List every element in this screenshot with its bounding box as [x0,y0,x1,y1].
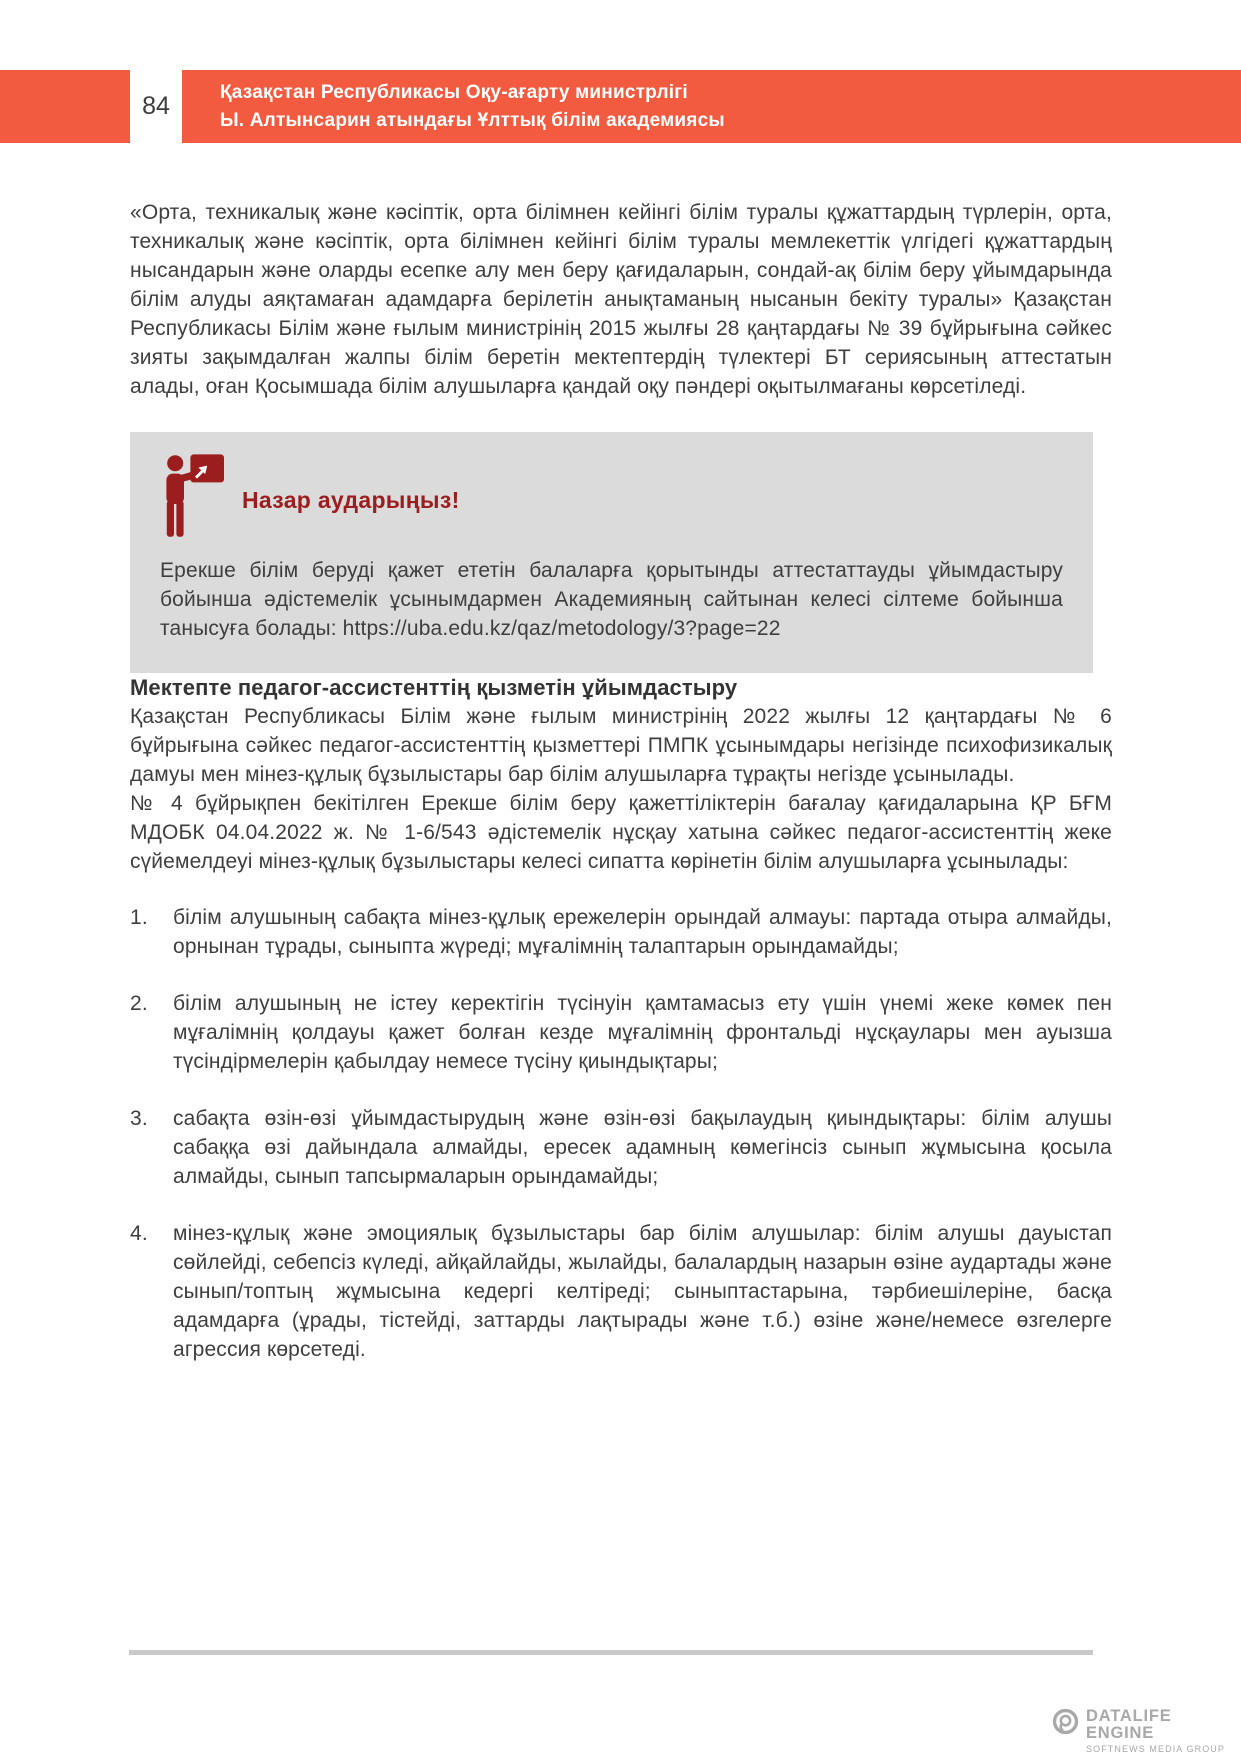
item-text: білім алушының не істеу керектігін түсінуін қамтамасыз ету үшін үнемі жеке көмек пен мұғалімнің қолдауы қажет болған кезде мұғалімнің фронтальді нұсқаулары мен ауызша түсіндірмелерін қабылдау немесе түсіну қиындықтары; [173,992,1112,1073]
page-header-bar [0,70,1241,143]
item-text: сабақта өзін-өзі ұйымдастырудың және өзін-өзі бақылаудың қиындықтары: білім алушы сабаққа өзі дайындала алмайды, ересек адамның көмегінсіз сынып жұмысына қосыла алмайды, сынып тапсырмаларын орындамайды; [173,1107,1112,1188]
attention-callout [130,432,1093,673]
item-text: мінез-құлық және эмоциялық бұзылыстары бар білім алушылар: білім алушы дауыстап сөйлейді, себепсіз күледі, айқайлайды, жылайды, балалардың назарын өзіне аудартады және сынып/топтың жұмысына кедергі келтіреді; сыныптастарына, тәрбиешілеріне, басқа адамдарға (ұрады, тістейді, заттарды лақтырады және т.б.) өзіне және/немесе өзгелерге агрессия көрсетеді. [173,1222,1112,1361]
section-heading: Мектепте педагог-ассистенттің қызметін ұйымдастыру [130,675,738,700]
logo-title: DATALIFE ENGINE [1086,1707,1172,1742]
header-line-academy: Ы. Алтынсарин атындағы Ұлттық білім академиясы [220,109,725,131]
header-line-ministry: Қазақстан Республикасы Оқу-ағарту министрлігі [220,81,688,103]
header-page-number-gap [130,70,182,143]
paragraph-letter-543: № 4 бұйрықпен бекітілген Ерекше білім беру қажеттіліктерін бағалау қағидаларына ҚР БҒМ МДОБК 04.04.2022 ж. № 1-6/543 әдістемелік нұсқау хатына сәйкес педагог-ассистенттің жеке сүйемелдеуі мінез-құлық бұзылыстары келесі сипатта көрінетін білім алушыларға ұсынылады: [130,792,1112,873]
item-number: 3. [130,1107,148,1130]
methodology-url[interactable]: https://uba.edu.kz/qaz/metodology/3?page=22 [342,617,781,640]
callout-title: Назар аударыңыз! [242,486,460,513]
numbered-list [130,903,1112,1364]
header-accent-block-left [0,70,130,143]
list-item [130,1104,1112,1191]
header-accent-block-right [182,70,1241,143]
item-number: 1. [130,906,148,929]
footer-divider [129,1650,1093,1655]
item-number: 4. [130,1222,148,1245]
list-item [130,989,1112,1076]
item-text: білім алушының сабақта мінез-құлық ережелерін орындай алмауы: партада отыра алмайды, орнынан тұрады, сыныпта жүреді; мұғалімнің талаптарын орындамайды; [173,906,1112,958]
page-content [130,198,1112,1364]
callout-header [160,454,1063,546]
list-item [130,1219,1112,1364]
page-number: 84 [142,92,170,120]
list-item [130,903,1112,961]
datalife-logo [1052,1708,1241,1754]
paragraph-order-2022: Қазақстан Республикасы Білім және ғылым министрінің 2022 жылғы 12 қаңтардағы № 6 бұйрығына сәйкес педагог-ассистенттің қызметтері ПМПК ұсынымдары негізінде психофизикалық дамуы мен мінез-құлық бұзылыстары бар білім алушыларға тұрақты негізде ұсынылады. [130,705,1112,786]
teacher-presentation-icon [160,454,224,546]
intro-paragraph: «Орта, техникалық және кәсіптік, орта білімнен кейінгі білім туралы құжаттардың түрлерін, орта, техникалық және кәсіптік, орта білімнен кейінгі білім туралы мемлекеттік үлгідегі құжаттардың нысандарын және оларды есепке алу мен беру қағидаларын, сондай-ақ білім беру ұйымдарында білім алуды аяқтамаған адамдарға берілетін анықтаманың нысанын бекіту туралы» Қазақстан Республикасы Білім және ғылым министрінің 2015 жылғы 28 қаңтардағы № 39 бұйрығына сәйкес зияты зақымдалған жалпы білім беретін мектептердің түлектері БТ сериясының аттестатын алады, оған Қосымшада білім алушыларға қандай оқу пәндері оқытылмағаны көрсетіледі. [130,201,1112,398]
callout-body [160,556,1063,643]
callout-body-text: Ерекше білім беруді қажет ететін балаларға қорытынды аттестаттауды ұйымдастыру бойынша әдістемелік ұсынымдармен Академияның сайтынан келесі сілтеме бойынша танысуға болады: [160,559,1063,640]
item-number: 2. [130,992,148,1015]
datalife-icon [1052,1708,1079,1740]
logo-subtitle: SOFTNEWS MEDIA GROUP [1086,1744,1226,1754]
logo-texts [1086,1708,1241,1754]
